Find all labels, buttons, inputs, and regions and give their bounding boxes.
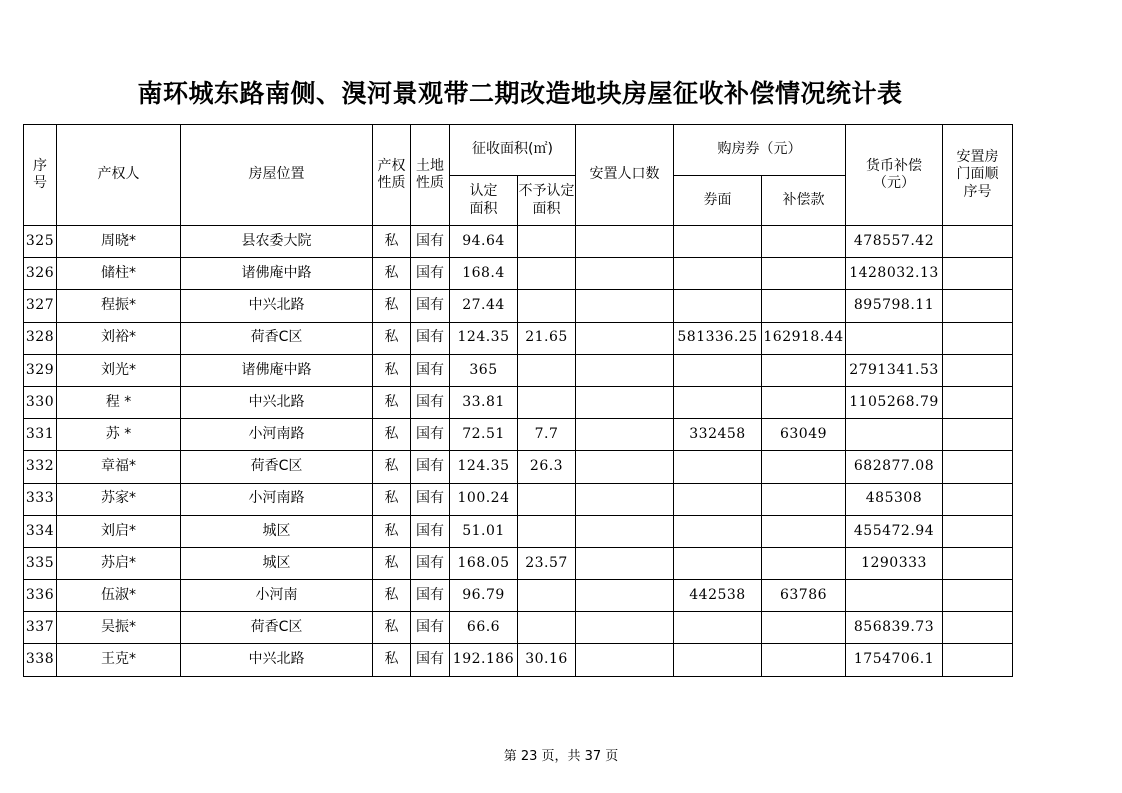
cell-owner: 苏家* (57, 483, 181, 515)
cell-resettle-population (576, 612, 674, 644)
cell-area-confirmed: 100.24 (450, 483, 518, 515)
table-row (24, 258, 1013, 290)
cell-land-nature: 国有 (411, 451, 450, 483)
cell-area-unconfirmed: 23.57 (518, 547, 576, 579)
cell-property-nature: 私 (373, 547, 411, 579)
cell-voucher-compensation (762, 354, 846, 386)
cell-seq: 334 (24, 515, 57, 547)
cell-shop-order (943, 451, 1013, 483)
cell-location: 荷香C区 (181, 451, 373, 483)
cell-voucher-compensation (762, 515, 846, 547)
cell-voucher-face (674, 290, 762, 322)
cell-seq: 329 (24, 354, 57, 386)
cell-property-nature: 私 (373, 290, 411, 322)
cell-cash-compensation: 1754706.1 (846, 644, 943, 676)
cell-shop-order (943, 483, 1013, 515)
cell-location: 中兴北路 (181, 290, 373, 322)
cell-voucher-face (674, 226, 762, 258)
cell-resettle-population (576, 644, 674, 676)
cell-shop-order (943, 258, 1013, 290)
table-row (24, 483, 1013, 515)
cell-property-nature: 私 (373, 354, 411, 386)
cell-shop-order (943, 515, 1013, 547)
table-row (24, 290, 1013, 322)
cell-property-nature: 私 (373, 322, 411, 354)
header-area-unconfirmed: 不予认定面积 (518, 176, 576, 226)
cell-property-nature: 私 (373, 515, 411, 547)
cell-owner: 苏 * (57, 419, 181, 451)
cell-voucher-compensation (762, 290, 846, 322)
cell-shop-order (943, 386, 1013, 418)
cell-seq: 337 (24, 612, 57, 644)
table-row (24, 419, 1013, 451)
cell-voucher-face (674, 612, 762, 644)
cell-property-nature: 私 (373, 386, 411, 418)
cell-area-confirmed: 96.79 (450, 580, 518, 612)
header-seq: 序号 (24, 125, 57, 226)
cell-voucher-face (674, 451, 762, 483)
header-area-confirmed: 认定面积 (450, 176, 518, 226)
cell-seq: 336 (24, 580, 57, 612)
table-row (24, 322, 1013, 354)
cell-voucher-compensation: 162918.44 (762, 322, 846, 354)
cell-owner: 储柱* (57, 258, 181, 290)
table-body (24, 226, 1013, 677)
cell-land-nature: 国有 (411, 644, 450, 676)
cell-cash-compensation: 1105268.79 (846, 386, 943, 418)
cell-area-unconfirmed (518, 612, 576, 644)
cell-voucher-compensation (762, 451, 846, 483)
cell-property-nature: 私 (373, 644, 411, 676)
header-land-nature: 土地性质 (411, 125, 450, 226)
header-area-group: 征收面积(㎡) (450, 125, 576, 176)
cell-shop-order (943, 322, 1013, 354)
cell-location: 小河南 (181, 580, 373, 612)
cell-land-nature: 国有 (411, 322, 450, 354)
cell-resettle-population (576, 322, 674, 354)
cell-cash-compensation (846, 580, 943, 612)
cell-seq: 338 (24, 644, 57, 676)
header-owner: 产权人 (57, 125, 181, 226)
table-row (24, 515, 1013, 547)
table-row (24, 644, 1013, 676)
cell-area-unconfirmed (518, 483, 576, 515)
cell-area-confirmed: 94.64 (450, 226, 518, 258)
cell-area-confirmed: 66.6 (450, 612, 518, 644)
cell-area-unconfirmed (518, 515, 576, 547)
cell-shop-order (943, 612, 1013, 644)
header-voucher-face: 券面 (674, 176, 762, 226)
cell-area-confirmed: 124.35 (450, 322, 518, 354)
compensation-table (23, 124, 1013, 677)
cell-voucher-compensation (762, 258, 846, 290)
cell-cash-compensation: 485308 (846, 483, 943, 515)
cell-area-confirmed: 33.81 (450, 386, 518, 418)
cell-cash-compensation: 1290333 (846, 547, 943, 579)
table-row (24, 580, 1013, 612)
cell-area-unconfirmed (518, 580, 576, 612)
cell-property-nature: 私 (373, 419, 411, 451)
cell-owner: 刘启* (57, 515, 181, 547)
page-footer: 第 23 页，共 37 页 (503, 749, 619, 764)
header-voucher-compensation: 补偿款 (762, 176, 846, 226)
cell-resettle-population (576, 386, 674, 418)
cell-property-nature: 私 (373, 483, 411, 515)
cell-area-confirmed: 27.44 (450, 290, 518, 322)
cell-location: 荷香C区 (181, 322, 373, 354)
header-voucher-group: 购房券（元） (674, 125, 846, 176)
cell-seq: 333 (24, 483, 57, 515)
cell-cash-compensation: 895798.11 (846, 290, 943, 322)
cell-owner: 章福* (57, 451, 181, 483)
cell-area-confirmed: 365 (450, 354, 518, 386)
cell-resettle-population (576, 483, 674, 515)
cell-property-nature: 私 (373, 612, 411, 644)
table-row (24, 386, 1013, 418)
cell-location: 荷香C区 (181, 612, 373, 644)
cell-area-unconfirmed (518, 258, 576, 290)
cell-location: 中兴北路 (181, 386, 373, 418)
cell-resettle-population (576, 290, 674, 322)
cell-area-confirmed: 192.186 (450, 644, 518, 676)
cell-seq: 328 (24, 322, 57, 354)
cell-location: 县农委大院 (181, 226, 373, 258)
cell-cash-compensation: 1428032.13 (846, 258, 943, 290)
cell-location: 中兴北路 (181, 644, 373, 676)
cell-voucher-face (674, 258, 762, 290)
header-resettle-population: 安置人口数 (576, 125, 674, 226)
cell-seq: 327 (24, 290, 57, 322)
cell-area-unconfirmed (518, 386, 576, 418)
cell-area-unconfirmed: 21.65 (518, 322, 576, 354)
cell-shop-order (943, 580, 1013, 612)
cell-owner: 程振* (57, 290, 181, 322)
cell-shop-order (943, 290, 1013, 322)
cell-voucher-face (674, 483, 762, 515)
cell-area-unconfirmed: 30.16 (518, 644, 576, 676)
cell-seq: 331 (24, 419, 57, 451)
cell-area-confirmed: 51.01 (450, 515, 518, 547)
cell-property-nature: 私 (373, 451, 411, 483)
cell-voucher-compensation (762, 226, 846, 258)
cell-voucher-face: 332458 (674, 419, 762, 451)
cell-owner: 苏启* (57, 547, 181, 579)
cell-land-nature: 国有 (411, 483, 450, 515)
header-cash-compensation: 货币补偿（元） (846, 125, 943, 226)
cell-shop-order (943, 354, 1013, 386)
cell-voucher-compensation (762, 547, 846, 579)
cell-resettle-population (576, 258, 674, 290)
table-header (24, 125, 1013, 226)
cell-area-unconfirmed (518, 354, 576, 386)
cell-land-nature: 国有 (411, 226, 450, 258)
cell-resettle-population (576, 419, 674, 451)
cell-owner: 程 * (57, 386, 181, 418)
table-row (24, 226, 1013, 258)
cell-owner: 吴振* (57, 612, 181, 644)
cell-voucher-face (674, 386, 762, 418)
cell-seq: 330 (24, 386, 57, 418)
cell-location: 城区 (181, 515, 373, 547)
cell-resettle-population (576, 226, 674, 258)
cell-voucher-face (674, 515, 762, 547)
cell-seq: 335 (24, 547, 57, 579)
cell-voucher-compensation: 63049 (762, 419, 846, 451)
cell-location: 城区 (181, 547, 373, 579)
cell-land-nature: 国有 (411, 386, 450, 418)
cell-voucher-face (674, 644, 762, 676)
table-row (24, 354, 1013, 386)
cell-seq: 326 (24, 258, 57, 290)
cell-land-nature: 国有 (411, 419, 450, 451)
cell-voucher-compensation (762, 644, 846, 676)
cell-owner: 王克* (57, 644, 181, 676)
cell-cash-compensation (846, 322, 943, 354)
table-row (24, 451, 1013, 483)
table-row (24, 612, 1013, 644)
cell-owner: 周晓* (57, 226, 181, 258)
cell-location: 诸佛庵中路 (181, 258, 373, 290)
cell-seq: 332 (24, 451, 57, 483)
cell-property-nature: 私 (373, 258, 411, 290)
header-shop-order: 安置房门面顺序号 (943, 125, 1013, 226)
cell-location: 诸佛庵中路 (181, 354, 373, 386)
cell-resettle-population (576, 515, 674, 547)
cell-voucher-compensation (762, 612, 846, 644)
page-title: 南环城东路南侧、湨河景观带二期改造地块房屋征收补偿情况统计表 (137, 79, 903, 108)
cell-location: 小河南路 (181, 419, 373, 451)
cell-property-nature: 私 (373, 580, 411, 612)
cell-area-unconfirmed (518, 226, 576, 258)
cell-shop-order (943, 226, 1013, 258)
cell-voucher-compensation: 63786 (762, 580, 846, 612)
cell-area-confirmed: 72.51 (450, 419, 518, 451)
cell-cash-compensation: 455472.94 (846, 515, 943, 547)
cell-area-unconfirmed: 7.7 (518, 419, 576, 451)
cell-cash-compensation: 478557.42 (846, 226, 943, 258)
cell-voucher-compensation (762, 483, 846, 515)
cell-cash-compensation: 2791341.53 (846, 354, 943, 386)
cell-shop-order (943, 547, 1013, 579)
cell-property-nature: 私 (373, 226, 411, 258)
cell-resettle-population (576, 547, 674, 579)
cell-voucher-face: 442538 (674, 580, 762, 612)
cell-land-nature: 国有 (411, 258, 450, 290)
cell-land-nature: 国有 (411, 612, 450, 644)
cell-voucher-face: 581336.25 (674, 322, 762, 354)
cell-area-confirmed: 124.35 (450, 451, 518, 483)
cell-shop-order (943, 419, 1013, 451)
header-location: 房屋位置 (181, 125, 373, 226)
cell-shop-order (943, 644, 1013, 676)
header-property-nature: 产权性质 (373, 125, 411, 226)
cell-land-nature: 国有 (411, 580, 450, 612)
cell-land-nature: 国有 (411, 547, 450, 579)
cell-area-confirmed: 168.4 (450, 258, 518, 290)
cell-cash-compensation (846, 419, 943, 451)
cell-resettle-population (576, 451, 674, 483)
cell-owner: 伍淑* (57, 580, 181, 612)
cell-resettle-population (576, 354, 674, 386)
cell-area-unconfirmed: 26.3 (518, 451, 576, 483)
cell-area-unconfirmed (518, 290, 576, 322)
cell-owner: 刘光* (57, 354, 181, 386)
cell-land-nature: 国有 (411, 354, 450, 386)
cell-owner: 刘裕* (57, 322, 181, 354)
cell-resettle-population (576, 580, 674, 612)
cell-voucher-face (674, 354, 762, 386)
cell-area-confirmed: 168.05 (450, 547, 518, 579)
cell-voucher-compensation (762, 386, 846, 418)
cell-cash-compensation: 682877.08 (846, 451, 943, 483)
cell-voucher-face (674, 547, 762, 579)
cell-seq: 325 (24, 226, 57, 258)
cell-land-nature: 国有 (411, 515, 450, 547)
cell-location: 小河南路 (181, 483, 373, 515)
table-row (24, 547, 1013, 579)
cell-cash-compensation: 856839.73 (846, 612, 943, 644)
cell-land-nature: 国有 (411, 290, 450, 322)
